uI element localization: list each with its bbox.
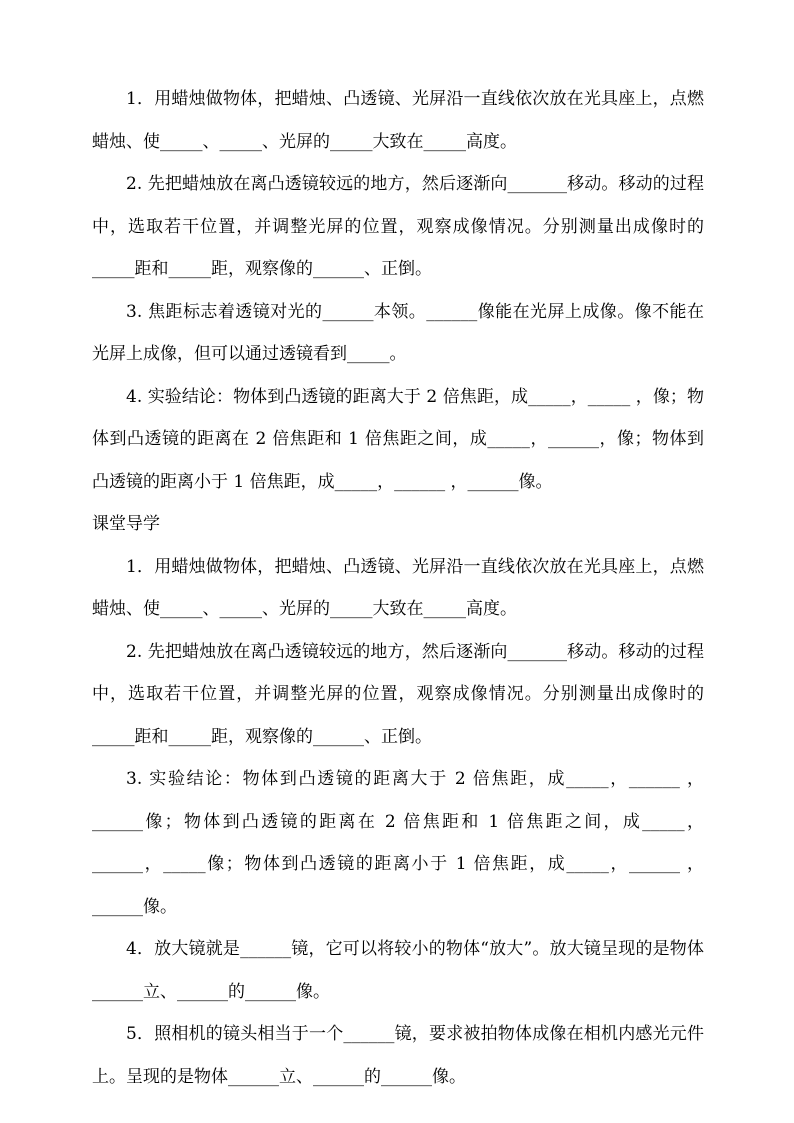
paragraph-pre-2: 2. 先把蜡烛放在离凸透镜较远的地方，然后逐渐向_______移动。移动的过程中，选取若干位置，并调整光屏的位置，观察成像情况。分别测量出成像时的_____距和_____距，观察像的______、正倒。 [92,174,704,279]
paragraph-pre-1: 1．用蜡烛做物体，把蜡烛、凸透镜、光屏沿一直线依次放在光具座上，点燃蜡烛、使_____、_____、光屏的_____大致在_____高度。 [92,89,704,152]
document-page [92,78,704,1098]
paragraph-pre-3: 3. 焦距标志着透镜对光的______本领。______像能在光屏上成像。像不能在光屏上成像，但可以通过透镜看到_____。 [92,301,704,364]
paragraph-pre-4: 4. 实验结论：物体到凸透镜的距离大于 2 倍焦距，成_____，_____ ，像；物体到凸透镜的距离在 2 倍焦距和 1 倍焦距之间，成_____，______，像；物体到凸透镜的距离小于 1 倍焦距，成_____，______ ，______像。 [92,386,704,492]
paragraph-post-3: 3. 实验结论：物体到凸透镜的距离大于 2 倍焦距，成_____，______ ，______像；物体到凸透镜的距离在 2 倍焦距和 1 倍焦距之间，成_____，______，_____像；物体到凸透镜的距离小于 1 倍焦距，成_____，______ ，______像。 [92,769,704,917]
paragraph-post-4: 4．放大镜就是______镜，它可以将较小的物体“放大”。放大镜呈现的是物体______立、______的______像。 [92,939,704,1002]
paragraph-post-1: 1．用蜡烛做物体，把蜡烛、凸透镜、光屏沿一直线依次放在光具座上，点燃蜡烛、使_____、_____、光屏的_____大致在_____高度。 [92,556,704,619]
paragraph-post-5: 5．照相机的镜头相当于一个______镜，要求被拍物体成像在相机内感光元件上。呈现的是物体______立、______的______像。 [92,1024,704,1087]
section-heading: 课堂导学 [92,514,160,534]
paragraph-post-2: 2. 先把蜡烛放在离凸透镜较远的地方，然后逐渐向_______移动。移动的过程中，选取若干位置，并调整光屏的位置，观察成像情况。分别测量出成像时的_____距和_____距，观察像的______、正倒。 [92,641,704,747]
